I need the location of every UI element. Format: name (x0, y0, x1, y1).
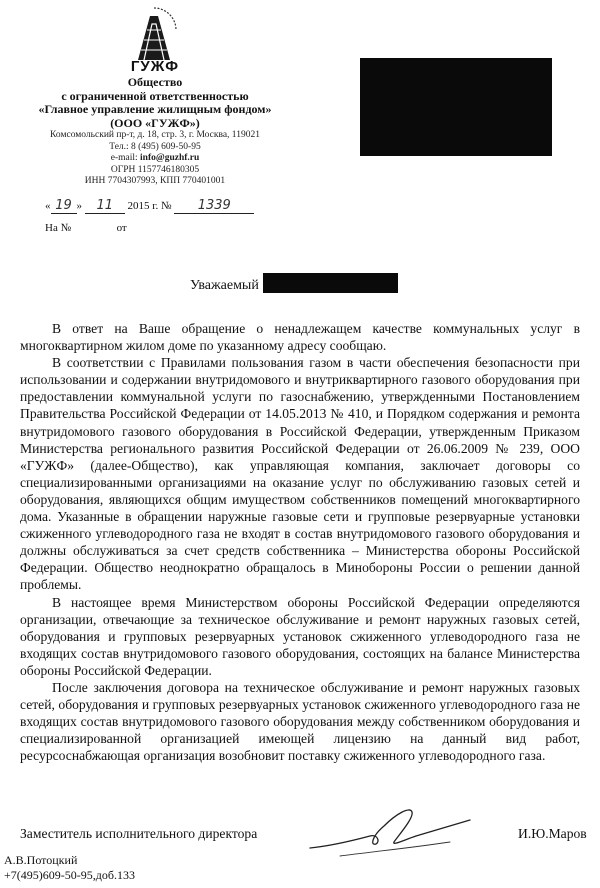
salutation (190, 273, 398, 294)
redacted-address-block (360, 58, 552, 156)
address: Комсомольский пр-т, д. 18, стр. 3, г. Москва, 119021 (50, 130, 260, 140)
close-quote: » (76, 200, 82, 212)
body-paragraph: В ответ на Ваше обращение о ненадлежащем качестве коммунальных услуг в многоквартирном жилом доме по указанному адресу сообщаю. (20, 321, 580, 354)
org-line: (ООО «ГУЖФ») (110, 115, 200, 130)
open-quote: « (45, 200, 51, 212)
body-paragraph: В соответствии с Правилами пользования газом в части обеспечения безопасности при использовании и содержании внутридомового и внутриквартирного газового оборудования при предоставлении коммунальной услуги по газоснабжению, утвержденными Постановлением Правительства Российской Федерации от 14.05.2013 № 410, и Порядком содержания и ремонта внутридомового газового оборудования в Российской Федерации, утвержденным Приказом Министерства регионального развития Российской Федерации от 26.06.2009 № 239, ООО «ГУЖФ» (далее-Общество), как управляющая компания, заключает договоры со специализированными организациями на оказание услуг по обслуживанию газовых сетей и оборудования, являющихся общим имуществом собственников помещений многоквартирного дома. Указанные в обращении наружные газовые сети и групповые резервуарные установки сжиженного углеводородного газа не входят в состав внутридомового газового оборудования и должны обслуживаться за счет средств собственника – Министерства обороны Российской Федерации. Общество неоднократно обращалось в Минобороны России о решении данной проблемы. (20, 355, 580, 593)
email-line (25, 153, 285, 165)
executor-name: А.В.Потоцкий (4, 853, 78, 867)
outgoing-number-label: № (161, 200, 172, 212)
org-line: Общество (127, 75, 183, 89)
signer-name: И.Ю.Маров (518, 826, 587, 841)
outgoing-date-number (45, 199, 285, 214)
email-label: e-mail: (110, 153, 141, 163)
outgoing-day: 19 (51, 199, 77, 214)
org-line: «Главное управление жилищным фондом» (38, 102, 272, 116)
letter-body (20, 320, 580, 764)
body-paragraph: После заключения договора на техническое обслуживание и ремонт наружных газовых сетей, оборудования и групповых резервуарных установок сжиженного углеводородного газа не входящих состав внутридомового газового оборудования между собственником оборудования и специализированной организацией имеющей лицензию на данный вид работ, ресурсоснабжающая организация возобновит поставку сжиженного углеводородного газа. (20, 679, 580, 764)
contact-block (25, 130, 285, 188)
executor-block (4, 853, 135, 883)
handwritten-signature (300, 796, 480, 866)
organization-name (25, 76, 285, 130)
reference-from-label: от (116, 222, 127, 234)
ogrn: ОГРН 1157746180305 (110, 164, 200, 175)
email: info@guzhf.ru (140, 153, 200, 163)
signer-title: Заместитель исполнительного директора (20, 826, 258, 841)
executor-phone: +7(495)609-50-95,доб.133 (4, 868, 135, 882)
outgoing-year: 2015 г. (127, 200, 159, 212)
redacted-name (263, 273, 398, 293)
outgoing-number: 1339 (174, 199, 254, 214)
salutation-text: Уважаемый (190, 278, 259, 293)
building-logo-icon (130, 6, 178, 62)
reference-row (45, 222, 127, 234)
reference-label: На № (45, 222, 72, 234)
phone: Тел.: 8 (495) 609-50-95 (109, 141, 201, 152)
outgoing-month: 11 (85, 199, 125, 214)
brand-name: ГУЖФ (130, 58, 180, 75)
body-paragraph: В настоящее время Министерством обороны Российской Федерации определяются организации, отвечающие за техническое обслуживание и ремонт наружных газовых сетей, оборудования и групповых резервуарных установок сжиженного углеводородного газа не входящих состав внутридомового газового оборудования, состоящих на балансе Министерства обороны Российской Федерации. (20, 594, 580, 678)
inn-kpp: ИНН 7704307993, КПП 770401001 (84, 176, 226, 186)
org-line: с ограниченной ответственностью (61, 88, 249, 103)
